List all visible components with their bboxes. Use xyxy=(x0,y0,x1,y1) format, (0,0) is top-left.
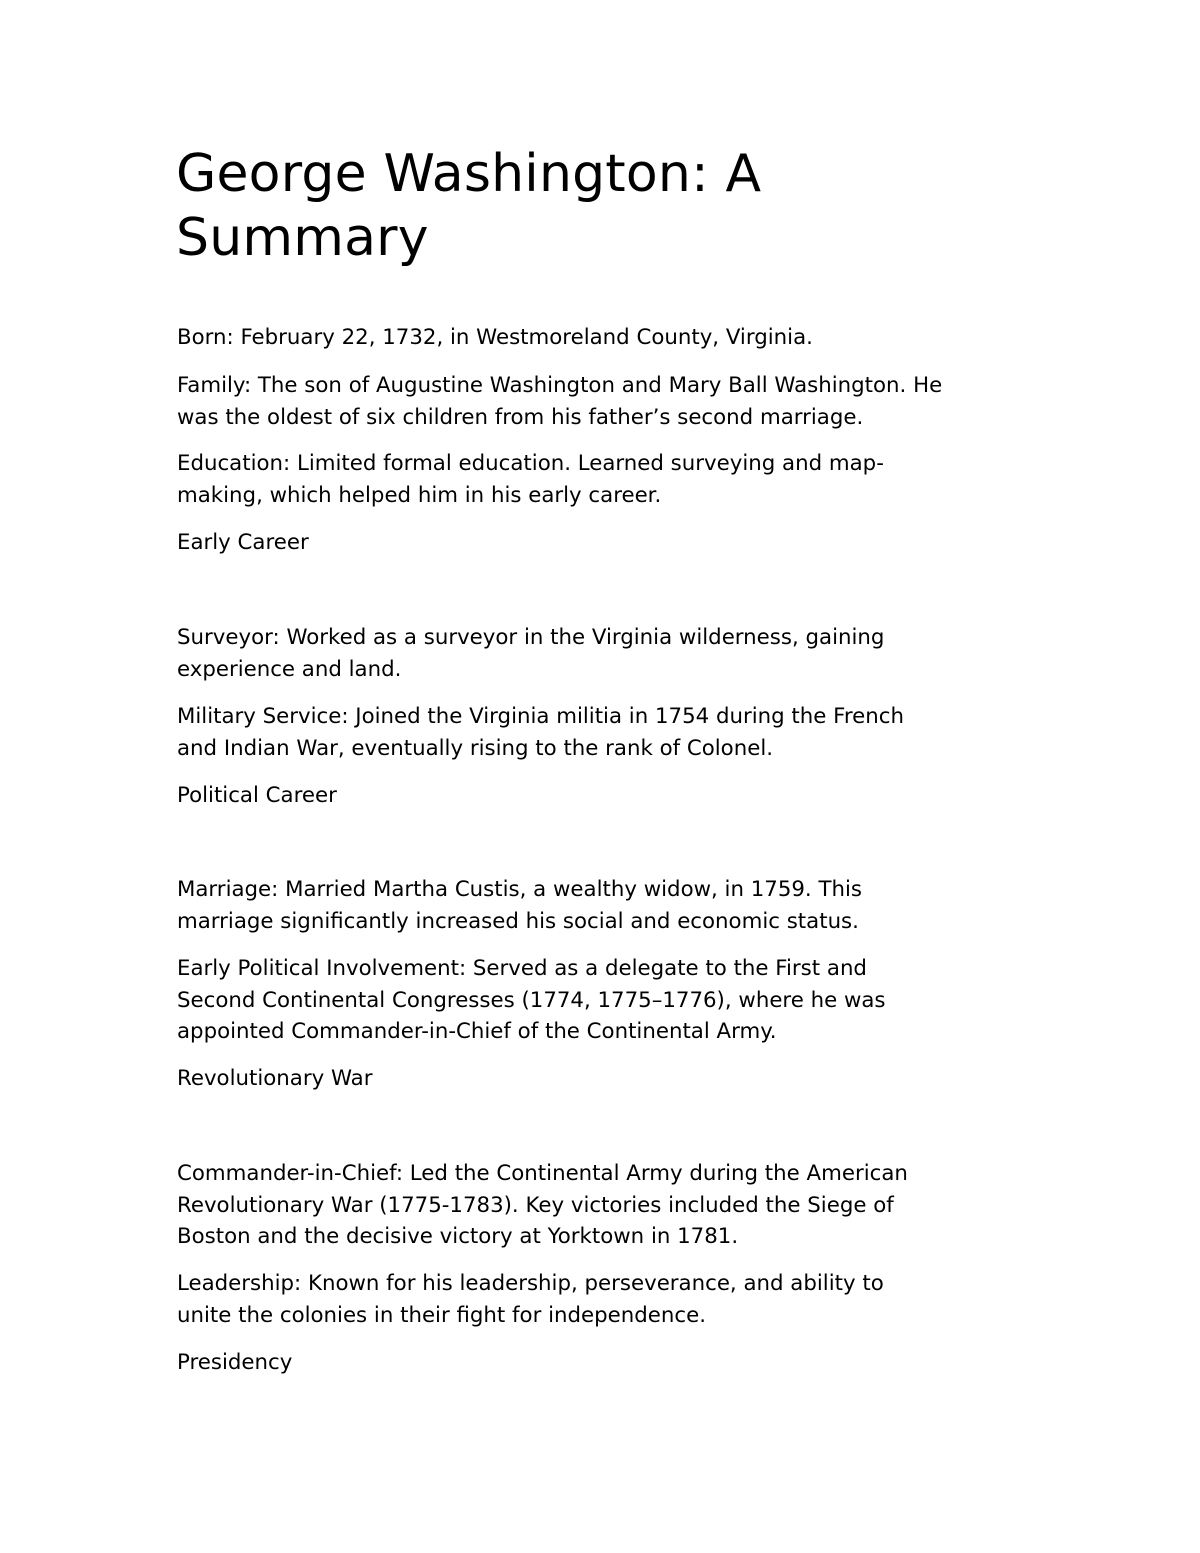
text-line: appointed Commander-in-Chief of the Continental Army. xyxy=(177,1019,777,1044)
section-heading-revolutionary-war xyxy=(177,1063,1037,1095)
text-line: Revolutionary War xyxy=(177,1066,373,1091)
text-line: Presidency xyxy=(177,1350,293,1375)
paragraph-commander-in-chief xyxy=(177,1158,1037,1253)
text-line: Second Continental Congresses (1774, 1775–1776), where he was xyxy=(177,987,886,1013)
text-line: Revolutionary War (1775-1783). Key victories included the Siege of xyxy=(177,1192,894,1218)
paragraph-military-service xyxy=(177,701,1037,764)
paragraph-marriage xyxy=(177,874,1037,937)
text-line: Boston and the decisive victory at Yorktown in 1781. xyxy=(177,1224,739,1249)
text-line: Education: Limited formal education. Learned surveying and map- xyxy=(177,451,884,476)
section-heading-political-career xyxy=(177,780,1037,812)
paragraph-family xyxy=(177,370,1037,433)
paragraph-early-political-involvement xyxy=(177,953,1037,1048)
text-line: Political Career xyxy=(177,783,337,808)
text-line: Surveyor: Worked as a surveyor in the Virginia wilderness, gaining xyxy=(177,625,885,650)
text-line: marriage significantly increased his social and economic status. xyxy=(177,908,859,934)
text-line: Born: February 22, 1732, in Westmoreland County, Virginia. xyxy=(177,325,813,350)
paragraph-surveyor xyxy=(177,622,1037,685)
text-line: making, which helped him in his early career. xyxy=(177,482,662,508)
text-line: was the oldest of six children from his father’s second marriage. xyxy=(177,404,864,430)
title-line-2: Summary xyxy=(176,208,429,268)
text-line: Family: The son of Augustine Washington and Mary Ball Washington. He xyxy=(177,373,943,398)
text-line: experience and land. xyxy=(177,656,402,682)
text-line: Early Career xyxy=(177,530,309,555)
document-title xyxy=(176,142,876,270)
text-line: and Indian War, eventually rising to the rank of Colonel. xyxy=(177,735,774,761)
text-line: unite the colonies in their fight for independence. xyxy=(177,1302,706,1328)
text-line: Marriage: Married Martha Custis, a wealthy widow, in 1759. This xyxy=(177,877,862,902)
paragraph-leadership xyxy=(177,1268,1037,1331)
text-line: Commander-in-Chief: Led the Continental Army during the American xyxy=(177,1161,908,1186)
section-heading-presidency xyxy=(177,1347,1037,1379)
text-line: Military Service: Joined the Virginia militia in 1754 during the French xyxy=(177,704,904,729)
paragraph-education xyxy=(177,448,1037,511)
text-line: Early Political Involvement: Served as a delegate to the First and xyxy=(177,956,867,981)
paragraph-born xyxy=(177,322,1037,354)
section-heading-early-career xyxy=(177,527,1037,559)
text-line: Leadership: Known for his leadership, perseverance, and ability to xyxy=(177,1271,884,1296)
title-line-1: George Washington: A xyxy=(176,144,762,204)
